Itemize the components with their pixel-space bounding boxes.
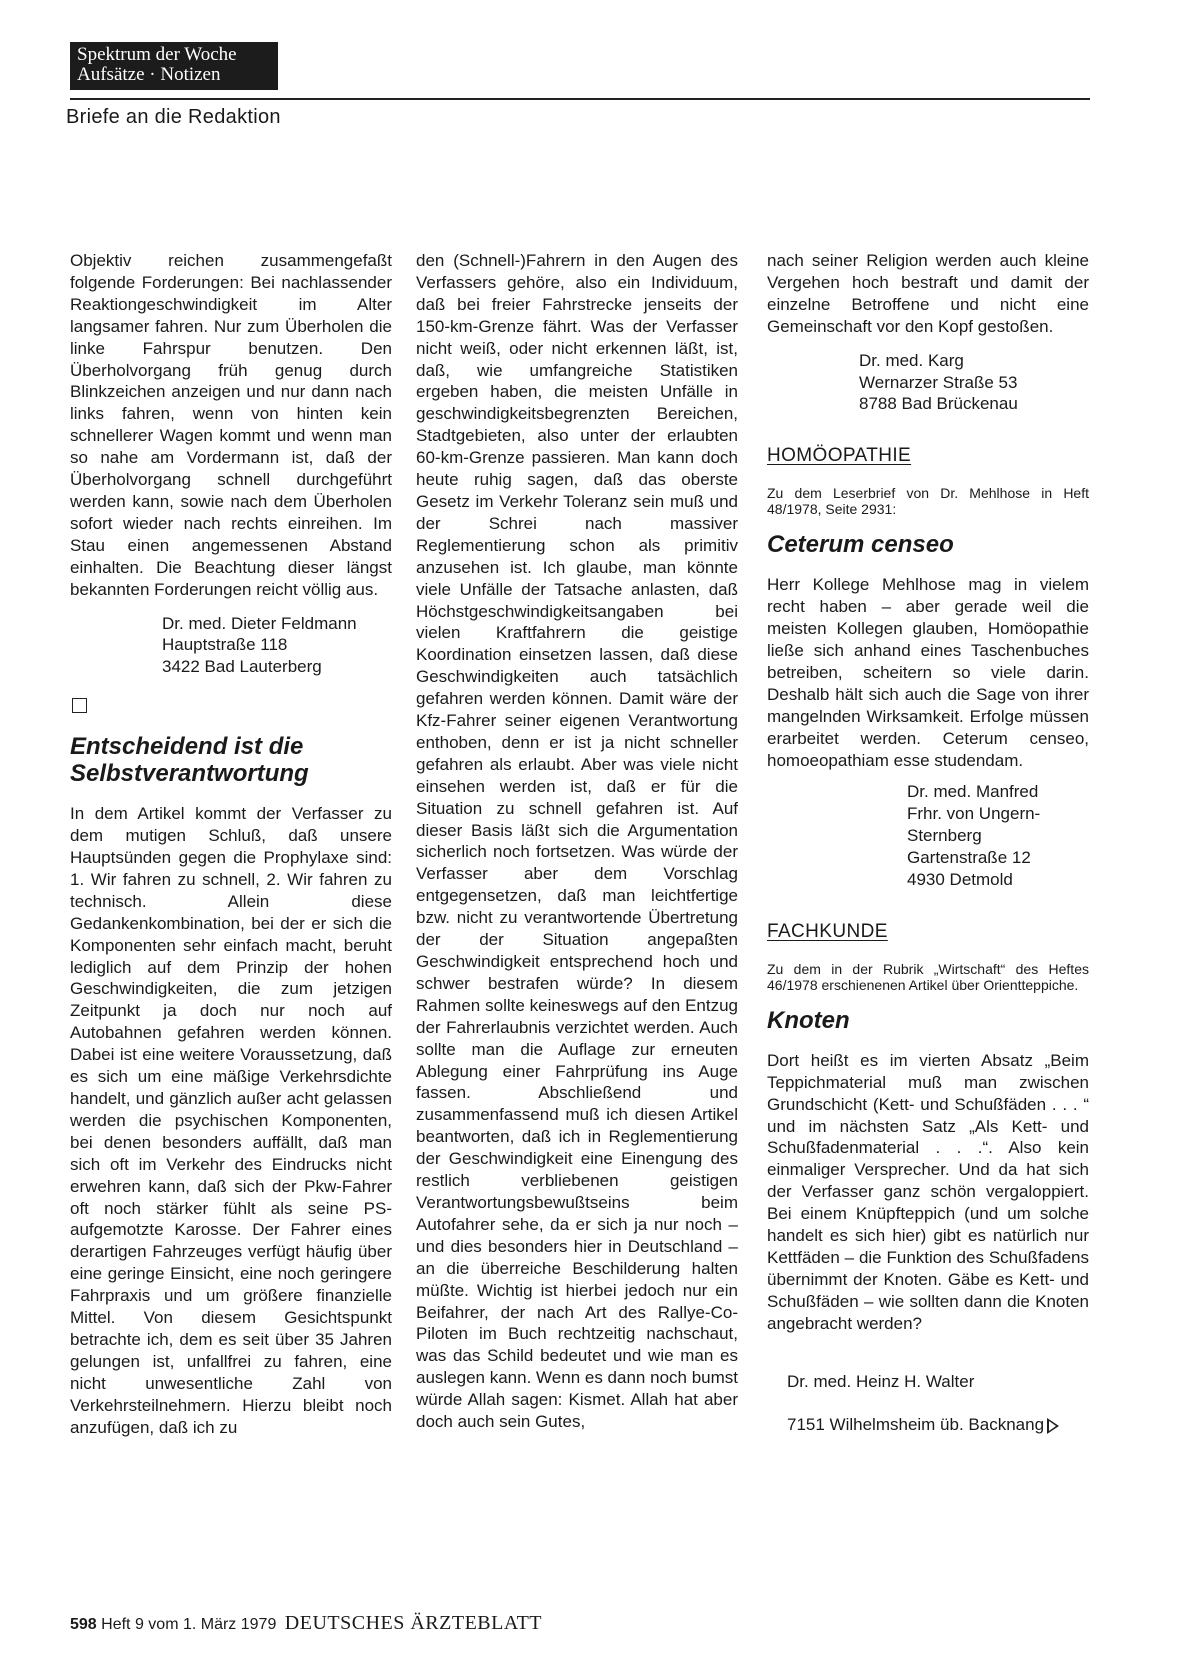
article-continuation: den (Schnell-)Fahrern in den Augen des Verfassers gehöre, also ein Individuum, daß bei freier Fahrstrecke jenseits der 150-km-Grenze fährt. Was der Verfasser nicht weiß, oder nicht erkennen läßt, ist, daß, wie umfangreiche Statistiken ergeben haben, die meisten Unfälle in geschwindigkeitsbegrenzten Bereichen, Stadtgebieten, also unter der erlaubten 60-km-Grenze passieren. Man kann doch heute ruhig sagen, daß das oberste Gesetz im Verkehr Toleranz sein muß und der Schrei nach massiver Reglementierung schon als primitiv anzusehen ist. Ich glaube, man könnte viele Unfälle der Tatsache anlasten, daß Höchstgeschwindigkeitsangaben bei vielen Kraftfahrern die geistige Koordination einsetzen lassen, daß diese Geschwindigkeiten auch tatsächlich gefahren werden können. Damit wäre der Kfz-Fahrer seiner eigenen Verantwortung enthoben, denn er ist ja nicht schneller gefahren als erlaubt. Aber was viele nicht einsehen werden ist, daß er für die Situation zu schnell gefahren ist. Auf dieser Basis läßt sich die Argumentation sicherlich noch fortsetzen. Was würde der Verfasser aber dem Vorschlag entgegensetzen, daß man leichtfertige bzw. nicht zu verantwortende Übertretung der der Situation angepaßten Geschwindigkeit entsprechend hoch und schwer bestrafen würde? In diesem Rahmen sollte keineswegs auf den Entzug der Fahrerlaubnis verzichtet werden. Auch sollte man die Auflage zur erneuten Ablegung einer Fahrprüfung ins Auge fassen. Abschließend und zusammenfassend muß ich diesen Artikel beantworten, daß ich in Reglementierung der Geschwindigkeit eine Einengung des restlich verbliebenen geistigen Verantwortungsbewußtseins beim Autofahrer sehe, da er sich ja nur noch – und dies besonders hier in Deutschland – an die überreiche Beschilderung halten müßte. Wichtig ist hierbei jedoch nur ein Beifahrer, der nach Art des Rallye-Co-Piloten im Buch rechtzeitig nachschaut, was das Schild bedeutet und wie man es auslegen kann. Wenn es dann noch bumst würde Allah sagen: Kismet. Allah hat aber doch auch sein Gutes,	[416, 251, 738, 1432]
end-square-icon	[72, 698, 87, 713]
signature-city: 7151 Wilhelmsheim üb. Backnang	[787, 1415, 1045, 1435]
rubric-heading: FACHKUNDE	[767, 920, 888, 942]
letter-signature: Dr. med. Karg Wernarzer Straße 53 8788 Bad Brückenau	[859, 350, 1018, 414]
column-1	[70, 250, 392, 1439]
rubric-heading: HOMÖOPATHIE	[767, 445, 912, 467]
letter-title: Knoten	[767, 1006, 850, 1034]
page-number: 598	[70, 1616, 97, 1633]
letter-title: Ceterum censeo	[767, 531, 954, 559]
top-rule	[70, 98, 1090, 100]
letter-paragraph: Objektiv reichen zusammengefaßt folgende Forderungen: Bei nachlassender Reaktiongeschwindigkeit im Alter langsamer fahren. Nur zum Überholen die linke Fahrspur benutzen. Den Überholvorgang früh genug durch Blinkzeichen anzeigen und nur dann nach links fahren, wenn von hinten kein schnellerer Wagen kommt und wenn man so nahe am Vordermann ist, daß der Überholvorgang schnell durchgeführt werden kann, sowie nach dem Überholen sofort wieder nach rechts einreihen. Im Stau einen angemessenen Abstand einhalten. Die Beachtung dieser längst bekannten Forderungen reicht völlig aus.	[70, 251, 392, 599]
signature-city-line	[787, 1414, 1089, 1436]
letter-signature: Dr. med. Manfred Frhr. von Ungern-Sternberg Gartenstraße 12 4930 Detmold	[907, 782, 1041, 890]
article-ending: nach seiner Religion werden auch kleine Vergehen hoch bestraft und damit der einzelne Betroffene und nicht eine Gemeinschaft vor den Kopf gestoßen.	[767, 251, 1089, 336]
section-title: Briefe an die Redaktion	[66, 106, 281, 128]
letter-paragraph: Herr Kollege Mehlhose mag in vielem recht haben – aber gerade weil die meisten Kollegen glauben, Homöopathie ließe sich anhand eines Taschenbuches betreiben, scheitern so viele darin. Deshalb hält sich auch die Sage von ihrer mangelnden Wirksamkeit. Erfolge müssen erarbeitet werden. Ceterum censeo, homoeopathiam esse studendam.	[767, 575, 1089, 770]
letter-signature: Dr. med. Dieter Feldmann Hauptstraße 118 3422 Bad Lauterberg	[162, 613, 357, 677]
section-header-box	[70, 42, 278, 90]
letter-intro: Zu dem Leserbrief von Dr. Mehlhose in Heft 48/1978, Seite 2931:	[767, 485, 1089, 518]
header-line-2: Aufsätze · Notizen	[77, 64, 221, 85]
article-paragraph: In dem Artikel kommt der Verfasser zu dem mutigen Schluß, daß unsere Hauptsünden gegen die Prophylaxe sind: 1. Wir fahren zu schnell, 2. Wir fahren zu technisch. Allein diese Gedankenkombination, bei der er sich die Komponenten sehr einfach macht, beruht lediglich auf dem Prinzip der hohen Geschwindigkeiten, die zum jetzigen Zeitpunkt ja doch nur noch auf Autobahnen gefahren werden können. Dabei ist eine weitere Voraussetzung, daß es sich um eine mäßige Verkehrsdichte handelt, und gänzlich außer acht gelassen werden die psychischen Komponenten, bei denen besonders auffällt, daß man sich oft im Verkehr des Eindrucks nicht erwehren kann, daß sich der Pkw-Fahrer oft noch stärker fühlt als seine PS-aufgemotzte Karosse. Der Fahrer eines derartigen Fahrzeuges verfügt häufig über eine geringe Einsicht, eine noch geringere Fahrpraxis und um größere finanzielle Mittel. Von diesem Gesichtspunkt betrachte ich, dem es seit über 35 Jahren gelungen ist, unfallfrei zu fahren, eine nicht unwesentliche Zahl von Verkehrsteilnehmern. Hierzu bleibt noch anzufügen, daß ich zu	[70, 804, 392, 1437]
letter-signature	[787, 1349, 1089, 1459]
continue-arrow-icon	[1047, 1418, 1059, 1434]
header-line-1: Spektrum der Woche	[77, 44, 237, 65]
letter-paragraph: Dort heißt es im vierten Absatz „Beim Teppichmaterial muß man zwischen Grundschicht (Kett- und Schußfäden . . . “ und im nächsten Satz „Als Kett- und Schußfadenmaterial . . .“. Also kein einmaliger Versprecher. Und da hat sich der Verfasser ganz schön vergaloppiert. Bei einem Knüpfteppich (und um solche handelt es sich hier) gibt es natürlich nur Kettfäden – die Funktion des Schußfadens übernimmt der Knoten. Gäbe es Kett- und Schußfäden – wie sollten dann die Knoten angebracht werden?	[767, 1050, 1089, 1333]
signature-name: Dr. med. Heinz H. Walter	[787, 1371, 975, 1391]
column-3	[767, 250, 1089, 1458]
magazine-name: DEUTSCHES ÄRZTEBLATT	[284, 1612, 543, 1634]
letter-intro: Zu dem in der Rubrik „Wirtschaft“ des Heftes 46/1978 erschienenen Artikel über Orientteppiche.	[767, 960, 1089, 993]
issue-info: Heft 9 vom 1. März 1979	[101, 1616, 277, 1633]
page-footer	[70, 1612, 542, 1635]
column-2	[416, 250, 738, 1433]
article-title: Entscheidend ist die Selbstverantwortung	[70, 733, 309, 788]
